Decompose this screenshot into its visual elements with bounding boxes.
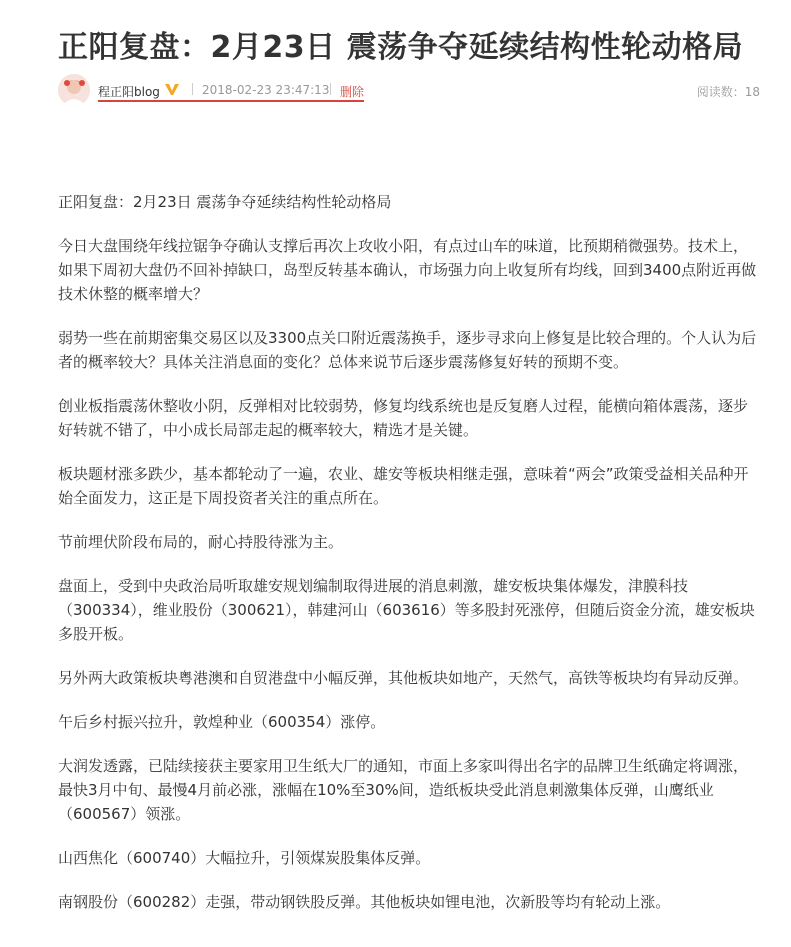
publish-datetime: 2018-02-23 23:47:13 [202,83,330,97]
body-paragraph: 板块题材涨多跌少，基本都轮动了一遍，农业、雄安等板块相继走强，意味着“两会”政策受益相关品种开始全面发力，这正是下周投资者关注的重点所在。 [58,465,749,507]
body-paragraph: 南钢股份（600282）走强，带动钢铁股反弹。其他板块如锂电池，次新股等均有轮动上涨。 [58,893,671,911]
body-paragraph: 大润发透露，已陆续接获主要家用卫生纸大厂的通知，市面上多家叫得出名字的品牌卫生纸确定将调涨，最快3月中旬、最慢4月前必涨，涨幅在10%至30%间，造纸板块受此消息刺激集体反弹，山鹰纸业（600567）领涨。 [58,757,749,823]
meta-divider [330,83,331,95]
article-meta [58,74,760,108]
article-title: 正阳复盘：2月23日 震荡争夺延续结构性轮动格局 [58,30,744,65]
author-avatar[interactable] [58,74,90,106]
vip-badge-icon [164,81,180,97]
article-body [58,190,758,934]
body-paragraph: 今日大盘围绕年线拉锯争夺确认支撑后再次上攻收小阳，有点过山车的味道，比预期稍微强势。技术上，如果下周初大盘仍不回补掉缺口，岛型反转基本确认，市场强力向上收复所有均线，回到3400点附近再做技术休整的概率增大？ [58,237,757,303]
avatar-icon [58,74,90,106]
body-paragraph: 创业板指震荡休整收小阴，反弹相对比较弱势，修复均线系统也是反复磨人过程，能横向箱体震荡，逐步好转就不错了，中小成长局部走起的概率较大，精选才是关键。 [58,397,749,439]
body-paragraph: 另外两大政策板块粤港澳和自贸港盘中小幅反弹，其他板块如地产，天然气，高铁等板块均有异动反弹。 [58,669,749,687]
body-paragraph: 山西焦化（600740）大幅拉升，引领煤炭股集体反弹。 [58,849,431,867]
author-name[interactable]: 程正阳blog [98,85,160,99]
body-paragraph: 午后乡村振兴拉升，敦煌种业（600354）涨停。 [58,713,386,731]
body-paragraph: 盘面上，受到中央政治局听取雄安规划编制取得进展的消息刺激，雄安板块集体爆发，津膜科技（300334），维业股份（300621），韩建河山（603616）等多股封死涨停，但随后资金分流，雄安板块多股开板。 [58,577,755,643]
meta-underline [98,100,364,102]
meta-divider [192,83,193,95]
body-paragraph: 正阳复盘：2月23日 震荡争夺延续结构性轮动格局 [58,193,392,211]
body-paragraph: 弱势一些在前期密集交易区以及3300点关口附近震荡换手，逐步寻求向上修复是比较合理的。个人认为后者的概率较大？具体关注消息面的变化？总体来说节后逐步震荡修复好转的预期不变。 [58,329,757,371]
body-paragraph: 节前埋伏阶段布局的，耐心持股待涨为主。 [58,533,344,551]
read-count: 阅读数：18 [696,85,760,99]
delete-link[interactable]: 删除 [340,85,365,99]
